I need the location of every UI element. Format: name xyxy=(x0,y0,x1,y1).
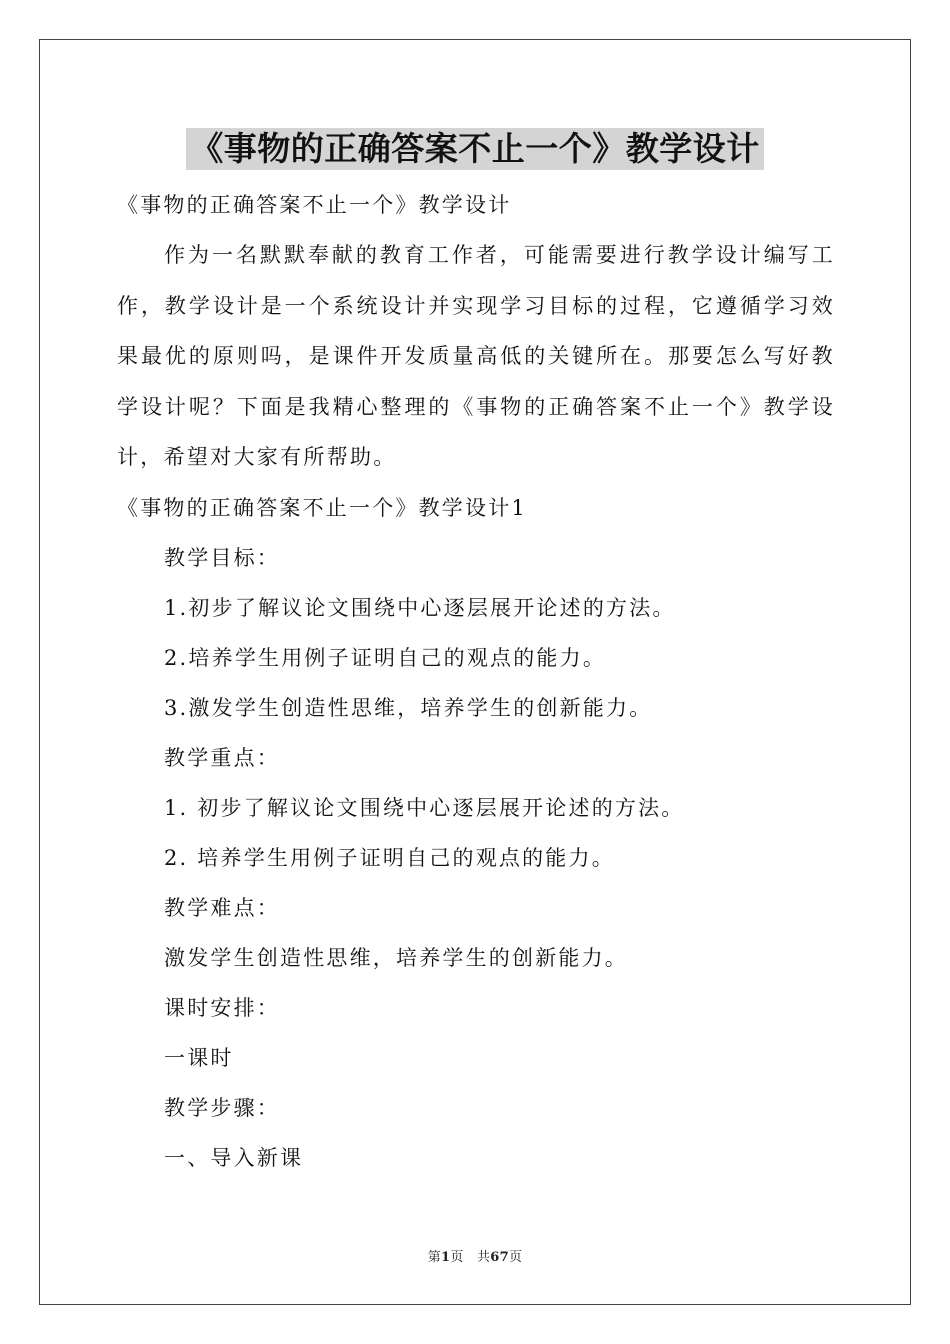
key-point-item-1: 1. 初步了解议论文围绕中心逐层展开论述的方法。 xyxy=(164,795,685,820)
section-heading: 《事物的正确答案不止一个》教学设计1 xyxy=(117,495,527,520)
objectives-heading: 教学目标： xyxy=(164,545,280,570)
footer-total-pages: 67 xyxy=(490,1250,509,1265)
page-footer xyxy=(0,1246,950,1265)
title-container xyxy=(0,128,950,170)
steps-heading: 教学步骤： xyxy=(164,1095,280,1120)
difficulty-heading: 教学难点： xyxy=(164,895,280,920)
schedule-heading: 课时安排： xyxy=(164,995,280,1020)
footer-page-suffix: 页 xyxy=(450,1250,464,1265)
footer-page-prefix: 第 xyxy=(427,1250,441,1265)
difficulty-item: 激发学生创造性思维，培养学生的创新能力。 xyxy=(164,945,628,970)
objective-item-3: 3.激发学生创造性思维，培养学生的创新能力。 xyxy=(164,695,653,720)
document-subtitle: 《事物的正确答案不止一个》教学设计 xyxy=(117,193,512,217)
key-point-item-2: 2. 培养学生用例子证明自己的观点的能力。 xyxy=(164,845,615,870)
intro-paragraph: 作为一名默默奉献的教育工作者，可能需要进行教学设计编写工作，教学设计是一个系统设计并实现学习目标的过程，它遵循学习效果最优的原则吗，是课件开发质量高低的关键所在。那要怎么写好教学设计呢？下面是我精心整理的《事物的正确答案不止一个》教学设计，希望对大家有所帮助。 xyxy=(117,243,835,469)
schedule-item: 一课时 xyxy=(164,1045,234,1070)
document-title: 《事物的正确答案不止一个》教学设计 xyxy=(186,128,764,170)
key-points-heading: 教学重点： xyxy=(164,745,280,770)
document-body xyxy=(117,180,835,1183)
objective-item-1: 1.初步了解议论文围绕中心逐层展开论述的方法。 xyxy=(164,595,676,620)
footer-total-suffix: 页 xyxy=(509,1250,523,1265)
footer-total-prefix: 共 xyxy=(476,1250,491,1265)
step-item-1: 一、导入新课 xyxy=(164,1145,304,1170)
objective-item-2: 2.培养学生用例子证明自己的观点的能力。 xyxy=(164,645,607,670)
footer-page-number: 1 xyxy=(441,1250,451,1265)
